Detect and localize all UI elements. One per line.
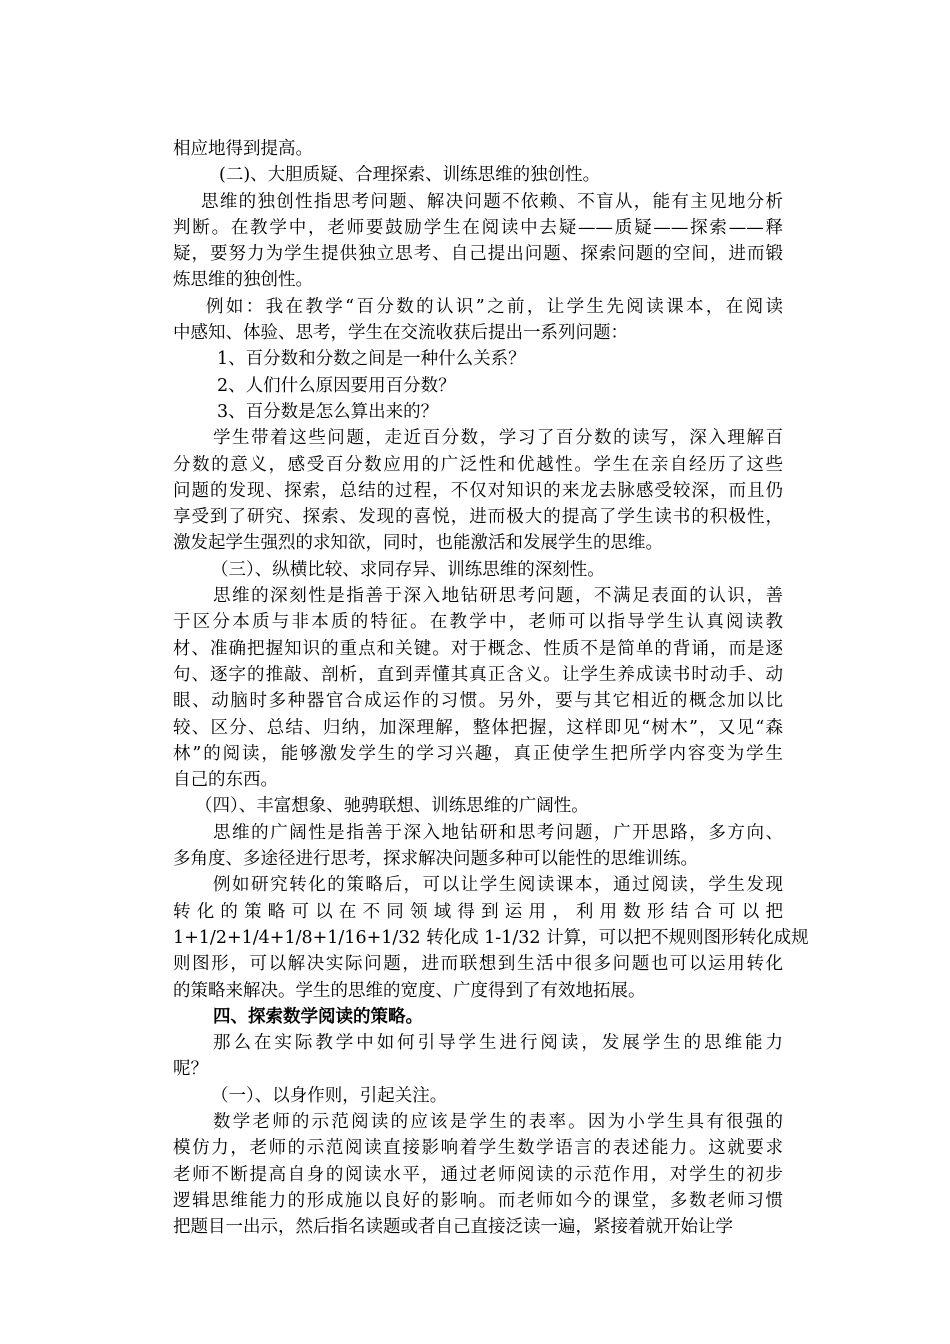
text-line: 逻辑思维能力的形成施以良好的影响。而老师如今的课堂，多数老师习惯 [173,1190,783,1211]
document-body [173,136,809,1240]
section-heading-4 [173,1004,783,1030]
text-line: 模仿力，老师的示范阅读直接影响着学生数学语言的表述能力。这就要求 [173,1138,783,1159]
question-3 [173,399,783,425]
text-line: 例如研究转化的策略后，可以让学生阅读课本，通过阅读，学生发现 [213,875,783,896]
text-line: 转化的策略可以在不同领域得到运用，利用数形结合可以把 [173,901,783,922]
heading-2-boldness [173,162,783,188]
heading-3-depth [173,557,783,583]
text-line: 则图形，可以解决实际问题，进而联想到生活中很多问题也可以运用转化 [173,954,783,975]
text-line: 相应地得到提高。 [173,139,313,159]
para-breadth [173,820,783,873]
para-students-explore [173,425,783,556]
text-line: 中感知、体验、思考，学生在交流收获后提出一系列问题： [173,323,628,344]
heading-1-example [173,1083,783,1109]
text-line: 眼、动脑时多种器官合成运作的习惯。另外，要与其它相近的概念加以比 [173,691,783,712]
text-line: 的策略来解决。学生的思维的宽度、广度得到了有效地拓展。 [173,980,646,1001]
text-line: 思维的深刻性是指善于深入地钻研思考问题，不满足表面的认识，善 [213,586,783,607]
text-line: 思维的广阔性是指善于深入地钻研和思考问题，广开思路，多方向、 [213,822,783,843]
text-line: 自己的东西。 [173,770,278,791]
text-line: 问题的发现、探索，总结的过程，不仅对知识的来龙去脉感受较深，而且仍 [173,480,783,501]
text-line: (二)、大胆质疑、合理探索、训练思维的独创性。 [219,165,601,186]
question-2 [173,373,783,399]
text-line: 于区分本质与非本质的特征。在教学中，老师可以指导学生认真阅读教 [173,612,783,633]
text-line: 把题目一出示，然后指名读题或者自己直接泛读一遍，紧接着就开始让学 [173,1217,733,1238]
text-line: 激发起学生强烈的求知欲，同时，也能激活和发展学生的思维。 [173,533,663,554]
text-line: 呢？ [173,1059,208,1080]
para-example-percent [173,294,783,347]
text-line: 疑，要努力为学生提供独立思考、自己提出问题、探索问题的空间，进而锻 [173,244,783,265]
para-originality [173,189,783,294]
text-line: 那么在实际教学中如何引导学生进行阅读，发展学生的思维能力 [213,1033,783,1054]
text-line: 句、逐字的推敲、剖析，直到弄懂其真正含义。让学生养成读书时动手、动 [173,664,783,685]
para-example-transform [173,872,809,1003]
text-line: 2、人们什么原因要用百分数？ [217,375,456,396]
heading-4-breadth [173,793,783,819]
text-line: 较、区分、总结、归纳，加深理解，整体把握，这样即见“树木”，又见“森 [173,717,783,738]
text-line: 1+1/2+1/4+1/8+1/16+1/32 转化成 1-1/32 计算，可以把不规则图形转化成规 [173,927,809,948]
para-how [173,1030,783,1083]
text-line: 林”的阅读，能够激发学生的学习兴趣，真正使学生把所学内容变为学生 [173,743,783,764]
text-line: （一）、以身作则，引起关注。 [211,1085,448,1106]
text-line: 数学老师的示范阅读的应该是学生的表率。因为小学生具有很强的 [213,1111,783,1132]
text-line: 学生带着这些问题，走近百分数，学习了百分数的读写，深入理解百 [213,428,783,449]
text-line: 多角度、多途径进行思考，探求解决问题多种可以能性的思维训练。 [173,849,698,870]
text-line: 思维的独创性指思考问题、解决问题不依赖、不盲从，能有主见地分析 [201,191,783,212]
text-line: 3、百分数是怎么算出来的？ [217,401,439,422]
para-teacher-model [173,1109,783,1240]
para-depth [173,583,783,793]
text-line: 判断。在教学中，老师要鼓励学生在阅读中去疑——质疑——探索——释 [173,217,783,238]
text-line: 分数的意义，感受百分数应用的广泛性和优越性。学生在亲自经历了这些 [173,454,783,475]
text-line: 例如：我在教学“百分数的认识”之前，让学生先阅读课本，在阅读 [206,296,783,317]
text-line: （三）、纵横比较、求同存异、训练思维的深刻性。 [211,559,605,580]
text-line: 四、探索数学阅读的策略。 [213,1006,423,1027]
text-line: 炼思维的独创性。 [173,270,313,291]
para-continuation [173,136,783,162]
text-line: 1、百分数和分数之间是一种什么关系？ [217,349,526,370]
text-line: （四）、丰富想象、驰骋联想、训练思维的广阔性。 [195,796,589,817]
text-line: 老师不断提高自身的阅读水平，通过老师阅读的示范作用，对学生的初步 [173,1164,783,1185]
question-1 [173,346,783,372]
text-line: 材、准确把握知识的重点和关键。对于概念、性质不是简单的背诵，而是逐 [173,638,783,659]
text-line: 享受到了研究、探索、发现的喜悦，进而极大的提高了学生读书的积极性， [173,507,783,528]
